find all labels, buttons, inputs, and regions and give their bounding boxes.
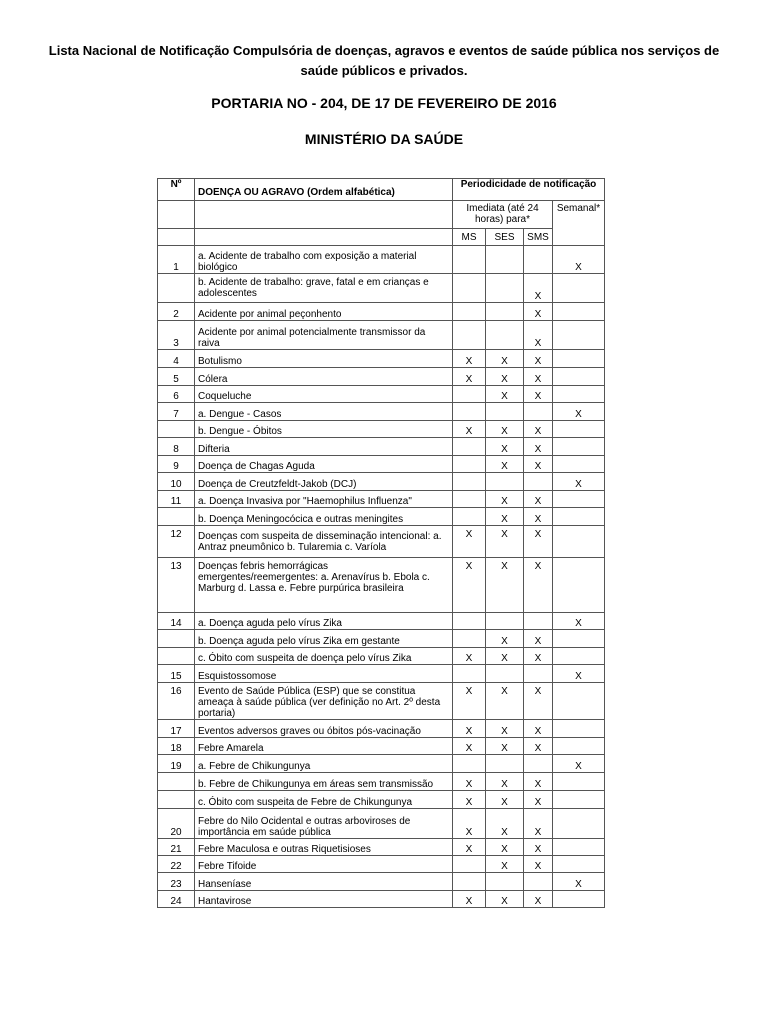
row-ms-mark: X — [453, 526, 486, 558]
table-row — [158, 491, 605, 508]
table-row — [158, 839, 605, 856]
table-row — [158, 809, 605, 839]
row-ms-mark — [453, 246, 486, 274]
col-header-weekly: Semanal* — [553, 201, 605, 246]
row-weekly-mark — [553, 738, 605, 755]
row-disease: a. Acidente de trabalho com exposição a material biológico — [195, 246, 453, 274]
empty-cell — [195, 229, 453, 246]
row-ses-mark: X — [486, 738, 524, 755]
row-ses-mark: X — [486, 683, 524, 720]
row-ms-mark — [453, 630, 486, 648]
row-ms-mark — [453, 613, 486, 630]
row-disease: c. Óbito com suspeita de doença pelo vírus Zika — [195, 648, 453, 665]
row-weekly-mark — [553, 526, 605, 558]
empty-cell — [158, 229, 195, 246]
row-weekly-mark — [553, 558, 605, 613]
row-ms-mark — [453, 303, 486, 321]
table-row — [158, 350, 605, 368]
row-weekly-mark — [553, 421, 605, 438]
row-weekly-mark — [553, 648, 605, 665]
row-ses-mark — [486, 665, 524, 683]
row-number: 20 — [158, 809, 195, 839]
row-sms-mark: X — [524, 508, 553, 526]
row-ses-mark — [486, 403, 524, 421]
row-sms-mark: X — [524, 773, 553, 791]
row-number: 7 — [158, 403, 195, 421]
row-ses-mark — [486, 613, 524, 630]
row-ms-mark — [453, 321, 486, 350]
row-disease: a. Doença Invasiva por "Haemophilus Influenza" — [195, 491, 453, 508]
table-row — [158, 456, 605, 473]
row-weekly-mark — [553, 368, 605, 386]
row-number: 5 — [158, 368, 195, 386]
row-number: 10 — [158, 473, 195, 491]
row-ms-mark: X — [453, 809, 486, 839]
table-row — [158, 648, 605, 665]
col-header-ses: SES — [486, 229, 524, 246]
table-row — [158, 403, 605, 421]
row-sms-mark — [524, 613, 553, 630]
row-weekly-mark — [553, 321, 605, 350]
row-sms-mark: X — [524, 421, 553, 438]
table-row — [158, 665, 605, 683]
table-row — [158, 613, 605, 630]
row-ses-mark: X — [486, 791, 524, 809]
row-sms-mark: X — [524, 839, 553, 856]
row-number: 14 — [158, 613, 195, 630]
row-number: 22 — [158, 856, 195, 873]
row-weekly-mark: X — [553, 613, 605, 630]
row-ms-mark — [453, 274, 486, 303]
row-ses-mark: X — [486, 491, 524, 508]
notification-table — [157, 178, 605, 908]
row-ses-mark: X — [486, 350, 524, 368]
row-ms-mark: X — [453, 683, 486, 720]
row-disease: Doença de Chagas Aguda — [195, 456, 453, 473]
row-ms-mark: X — [453, 839, 486, 856]
row-ms-mark — [453, 665, 486, 683]
row-sms-mark: X — [524, 303, 553, 321]
row-sms-mark — [524, 403, 553, 421]
row-weekly-mark — [553, 303, 605, 321]
row-disease: b. Febre de Chikungunya em áreas sem transmissão — [195, 773, 453, 791]
row-ses-mark — [486, 873, 524, 891]
row-sms-mark: X — [524, 648, 553, 665]
table-row — [158, 526, 605, 558]
row-number: 11 — [158, 491, 195, 508]
row-ses-mark: X — [486, 508, 524, 526]
row-ses-mark: X — [486, 630, 524, 648]
row-disease: Coqueluche — [195, 386, 453, 403]
row-sms-mark: X — [524, 274, 553, 303]
table-row — [158, 274, 605, 303]
row-ms-mark — [453, 403, 486, 421]
row-weekly-mark: X — [553, 246, 605, 274]
row-ses-mark — [486, 473, 524, 491]
row-weekly-mark — [553, 773, 605, 791]
row-number: 8 — [158, 438, 195, 456]
col-header-sms: SMS — [524, 229, 553, 246]
table-row — [158, 791, 605, 809]
row-sms-mark: X — [524, 350, 553, 368]
table-row — [158, 508, 605, 526]
row-disease: Cólera — [195, 368, 453, 386]
row-sms-mark: X — [524, 456, 553, 473]
row-ses-mark: X — [486, 558, 524, 613]
row-number: 19 — [158, 755, 195, 773]
row-sms-mark: X — [524, 558, 553, 613]
row-weekly-mark — [553, 791, 605, 809]
row-ses-mark: X — [486, 438, 524, 456]
row-ms-mark: X — [453, 738, 486, 755]
row-number: 23 — [158, 873, 195, 891]
row-number — [158, 421, 195, 438]
row-ses-mark: X — [486, 891, 524, 908]
table-row — [158, 856, 605, 873]
row-weekly-mark: X — [553, 403, 605, 421]
row-disease: Doenças com suspeita de disseminação intencional: a. Antraz pneumônico b. Tularemia c. Varíola — [195, 526, 453, 558]
row-sms-mark: X — [524, 791, 553, 809]
row-ms-mark: X — [453, 558, 486, 613]
row-ses-mark: X — [486, 720, 524, 738]
row-disease: Doença de Creutzfeldt-Jakob (DCJ) — [195, 473, 453, 491]
row-number: 18 — [158, 738, 195, 755]
row-sms-mark — [524, 873, 553, 891]
row-sms-mark: X — [524, 856, 553, 873]
row-weekly-mark — [553, 839, 605, 856]
table-row — [158, 773, 605, 791]
row-weekly-mark — [553, 274, 605, 303]
col-header-periodicity: Periodicidade de notificação — [453, 179, 605, 201]
ministry-title: MINISTÉRIO DA SAÚDE — [304, 131, 464, 147]
row-ses-mark: X — [486, 386, 524, 403]
row-sms-mark: X — [524, 368, 553, 386]
row-sms-mark — [524, 665, 553, 683]
row-number: 9 — [158, 456, 195, 473]
empty-cell — [195, 201, 453, 229]
row-ms-mark — [453, 456, 486, 473]
row-weekly-mark: X — [553, 665, 605, 683]
row-ses-mark: X — [486, 856, 524, 873]
row-disease: Botulismo — [195, 350, 453, 368]
row-ses-mark — [486, 321, 524, 350]
row-ms-mark — [453, 438, 486, 456]
row-disease: Febre do Nilo Ocidental e outras arboviroses de importância em saúde pública — [195, 809, 453, 839]
row-ses-mark: X — [486, 368, 524, 386]
row-disease: Febre Maculosa e outras Riquetisioses — [195, 839, 453, 856]
row-disease: Febre Tifoide — [195, 856, 453, 873]
portaria-title: PORTARIA NO - 204, DE 17 DE FEVEREIRO DE 2016 — [211, 95, 557, 111]
row-ms-mark — [453, 856, 486, 873]
col-header-number: Nº — [158, 179, 195, 201]
row-sms-mark: X — [524, 386, 553, 403]
table-row — [158, 303, 605, 321]
row-disease: a. Doença aguda pelo vírus Zika — [195, 613, 453, 630]
row-ses-mark — [486, 303, 524, 321]
row-ms-mark — [453, 473, 486, 491]
row-sms-mark: X — [524, 809, 553, 839]
row-number: 13 — [158, 558, 195, 613]
row-disease: c. Óbito com suspeita de Febre de Chikungunya — [195, 791, 453, 809]
empty-cell — [158, 201, 195, 229]
row-ms-mark — [453, 386, 486, 403]
row-ms-mark: X — [453, 773, 486, 791]
row-weekly-mark — [553, 891, 605, 908]
row-sms-mark: X — [524, 491, 553, 508]
row-number: 3 — [158, 321, 195, 350]
row-sms-mark: X — [524, 720, 553, 738]
table-row — [158, 438, 605, 456]
row-disease: Hantavirose — [195, 891, 453, 908]
row-disease: a. Dengue - Casos — [195, 403, 453, 421]
row-number — [158, 773, 195, 791]
row-sms-mark: X — [524, 738, 553, 755]
row-sms-mark: X — [524, 891, 553, 908]
table-row — [158, 683, 605, 720]
row-sms-mark: X — [524, 438, 553, 456]
row-sms-mark: X — [524, 526, 553, 558]
row-weekly-mark — [553, 508, 605, 526]
row-weekly-mark: X — [553, 755, 605, 773]
row-sms-mark — [524, 755, 553, 773]
row-weekly-mark — [553, 438, 605, 456]
row-disease: Acidente por animal potencialmente transmissor da raiva — [195, 321, 453, 350]
row-ses-mark: X — [486, 421, 524, 438]
row-ms-mark: X — [453, 720, 486, 738]
row-ms-mark: X — [453, 891, 486, 908]
row-ses-mark — [486, 274, 524, 303]
row-disease: Hanseníase — [195, 873, 453, 891]
row-ms-mark: X — [453, 368, 486, 386]
row-sms-mark: X — [524, 683, 553, 720]
row-number: 15 — [158, 665, 195, 683]
row-number: 24 — [158, 891, 195, 908]
table-row — [158, 873, 605, 891]
table-row — [158, 720, 605, 738]
row-number: 12 — [158, 526, 195, 558]
row-weekly-mark — [553, 456, 605, 473]
table-row — [158, 421, 605, 438]
row-weekly-mark — [553, 630, 605, 648]
row-weekly-mark — [553, 720, 605, 738]
row-disease: Eventos adversos graves ou óbitos pós-vacinação — [195, 720, 453, 738]
row-number — [158, 648, 195, 665]
row-weekly-mark — [553, 350, 605, 368]
row-ms-mark: X — [453, 791, 486, 809]
col-header-immediate: Imediata (até 24 horas) para* — [453, 201, 553, 229]
table-row — [158, 738, 605, 755]
row-number: 2 — [158, 303, 195, 321]
table-row — [158, 321, 605, 350]
col-header-ms: MS — [453, 229, 486, 246]
row-weekly-mark: X — [553, 473, 605, 491]
row-disease: Evento de Saúde Pública (ESP) que se constitua ameaça à saúde pública (ver definição no Art. 2º desta portaria) — [195, 683, 453, 720]
row-ms-mark: X — [453, 648, 486, 665]
row-disease: b. Doença aguda pelo vírus Zika em gestante — [195, 630, 453, 648]
row-number — [158, 630, 195, 648]
row-weekly-mark — [553, 809, 605, 839]
row-ms-mark — [453, 755, 486, 773]
table-row — [158, 368, 605, 386]
row-number: 6 — [158, 386, 195, 403]
row-number: 1 — [158, 246, 195, 274]
row-number — [158, 274, 195, 303]
row-ses-mark: X — [486, 773, 524, 791]
row-disease: b. Acidente de trabalho: grave, fatal e em crianças e adolescentes — [195, 274, 453, 303]
row-disease: Esquistossomose — [195, 665, 453, 683]
row-ses-mark — [486, 755, 524, 773]
row-disease: Acidente por animal peçonhento — [195, 303, 453, 321]
row-number: 16 — [158, 683, 195, 720]
row-ms-mark — [453, 508, 486, 526]
row-number — [158, 791, 195, 809]
row-ms-mark — [453, 491, 486, 508]
row-disease: Febre Amarela — [195, 738, 453, 755]
table-row — [158, 755, 605, 773]
document-intro: Lista Nacional de Notificação Compulsória de doenças, agravos e eventos de saúde pública nos serviços de saúde públicos e privados. — [48, 43, 720, 78]
col-header-disease: DOENÇA OU AGRAVO (Ordem alfabética) — [195, 179, 453, 201]
table-row — [158, 630, 605, 648]
table-row — [158, 386, 605, 403]
row-ses-mark: X — [486, 456, 524, 473]
row-ms-mark: X — [453, 350, 486, 368]
table-row — [158, 558, 605, 613]
row-weekly-mark — [553, 491, 605, 508]
row-number: 17 — [158, 720, 195, 738]
row-disease: Doenças febris hemorrágicas emergentes/reemergentes: a. Arenavírus b. Ebola c. Marburg d. Lassa e. Febre purpúrica brasileira — [195, 558, 453, 613]
table-row — [158, 891, 605, 908]
row-ses-mark: X — [486, 648, 524, 665]
row-disease: Difteria — [195, 438, 453, 456]
table-row — [158, 246, 605, 274]
row-number: 21 — [158, 839, 195, 856]
row-weekly-mark — [553, 386, 605, 403]
row-disease: b. Doença Meningocócica e outras meningites — [195, 508, 453, 526]
row-ms-mark — [453, 873, 486, 891]
row-ses-mark — [486, 246, 524, 274]
row-ses-mark: X — [486, 839, 524, 856]
row-ses-mark: X — [486, 809, 524, 839]
row-number: 4 — [158, 350, 195, 368]
table-row — [158, 473, 605, 491]
row-disease: b. Dengue - Óbitos — [195, 421, 453, 438]
row-ms-mark: X — [453, 421, 486, 438]
row-weekly-mark — [553, 856, 605, 873]
row-weekly-mark: X — [553, 873, 605, 891]
row-sms-mark: X — [524, 630, 553, 648]
row-disease: a. Febre de Chikungunya — [195, 755, 453, 773]
row-sms-mark: X — [524, 321, 553, 350]
row-sms-mark — [524, 246, 553, 274]
row-sms-mark — [524, 473, 553, 491]
row-ses-mark: X — [486, 526, 524, 558]
row-weekly-mark — [553, 683, 605, 720]
row-number — [158, 508, 195, 526]
